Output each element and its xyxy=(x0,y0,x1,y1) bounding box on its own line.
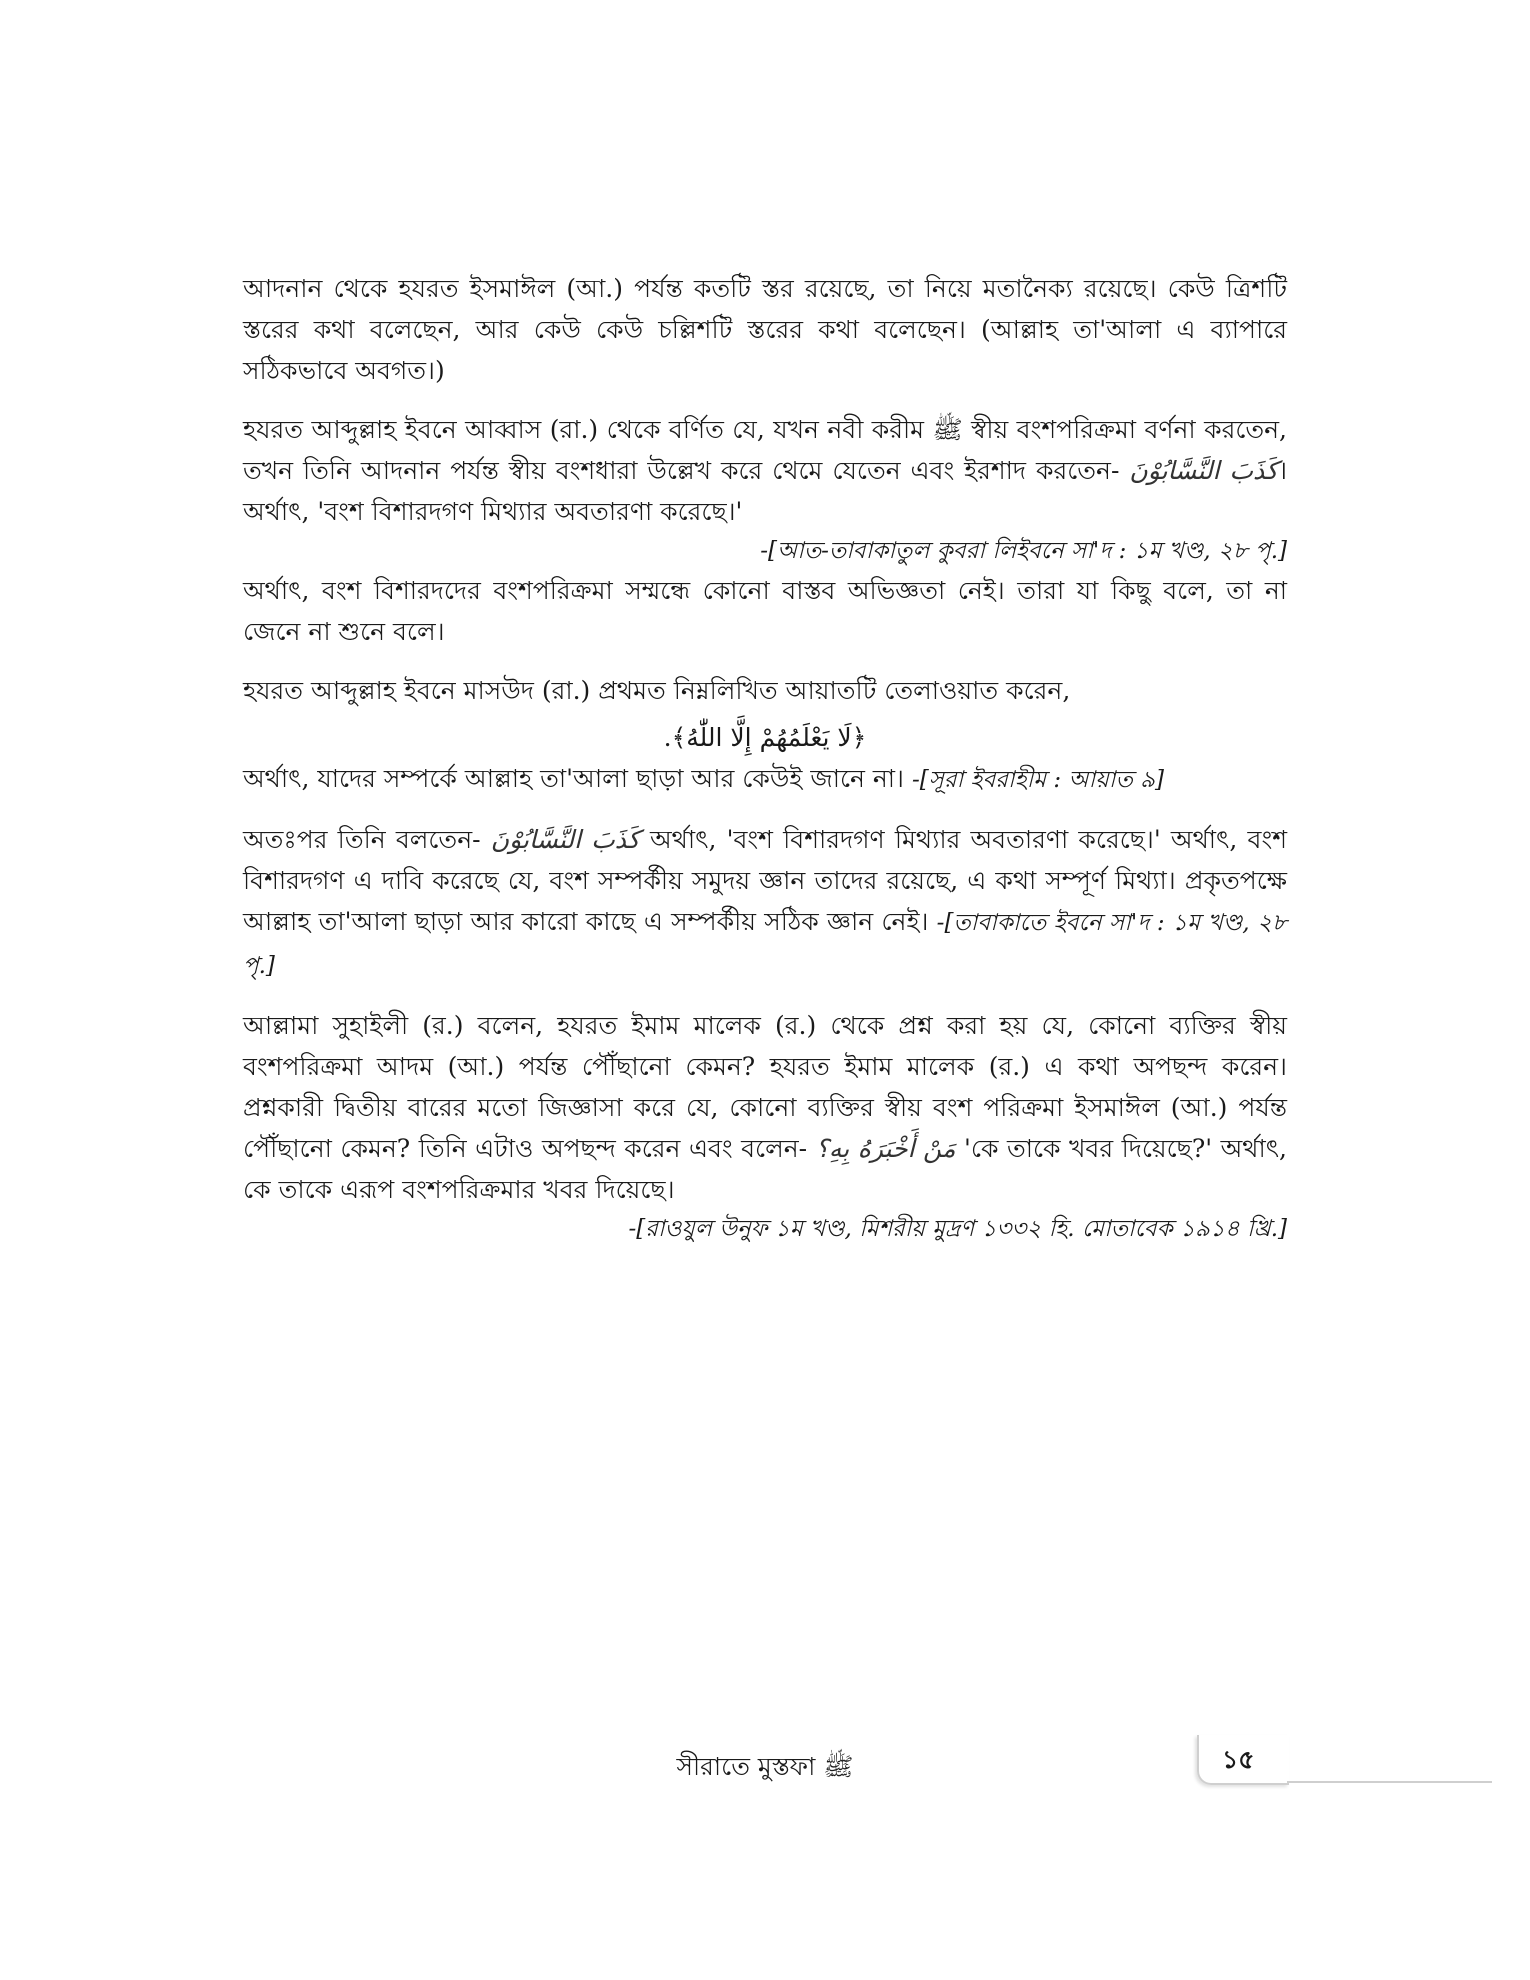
paragraph-6-citation: -[তাবাকাতে ইবনে সা'দ : ১ম খণ্ড, ২৮ পৃ.] xyxy=(243,910,1288,979)
paragraph-2-arabic: كَذَبَ النَّسَّابُوْنَ xyxy=(1129,456,1279,485)
paragraph-5-citation: -[সূরা ইবরাহীম : আয়াত ৯] xyxy=(911,767,1164,793)
footer-book-title: সীরাতে মুস্তফা ﷺ xyxy=(676,1752,854,1781)
paragraph-6 xyxy=(243,819,1287,987)
paragraph-2-text: হযরত আব্দুল্লাহ ইবনে আব্বাস (রা.) থেকে বর্ণিত যে, যখন নবী করীম ﷺ স্বীয় বংশপরিক্রমা বর্ণনা করতেন, তখন তিনি আদনান পর্যন্ত স্বীয় বংশধারা উল্লেখ করে থেমে যেতেন এবং ইরশাদ করতেন- xyxy=(243,415,1288,485)
paragraph-7 xyxy=(243,1005,1287,1210)
paragraph-6-arabic: كَذَبَ النَّسَّابُوْنَ xyxy=(490,825,640,854)
paragraph-1: আদনান থেকে হযরত ইসমাঈল (আ.) পর্যন্ত কতটি স্তর রয়েছে, তা নিয়ে মতানৈক্য রয়েছে। কেউ ত্রিশটি স্তরের কথা বলেছেন, আর কেউ কেউ চল্লিশটি স্তরের কথা বলেছেন। (আল্লাহ তা'আলা এ ব্যাপারে সঠিকভাবে অবগত।) xyxy=(243,274,1287,385)
footer-rule xyxy=(1287,1781,1492,1783)
page-body xyxy=(243,268,1287,1248)
paragraph-5 xyxy=(243,758,1287,801)
paragraph-7-body: 'কে তাকে খবর দিয়েছে?' অর্থাৎ, কে তাকে এরূপ বংশপরিক্রমার খবর দিয়েছে। xyxy=(243,1134,1287,1204)
paragraph-2-tail: । অর্থাৎ, 'বংশ বিশারদগণ মিথ্যার অবতারণা করেছে।' xyxy=(243,456,1288,526)
paragraph-7-lead: আল্লামা সুহাইলী (র.) বলেন, হযরত ইমাম মালেক (র.) থেকে প্রশ্ন করা হয় যে, কোনো ব্যক্তির স্বীয় বংশপরিক্রমা আদম (আ.) পর্যন্ত পৌঁছানো কেমন? হযরত ইমাম মালেক (র.) এ কথা অপছন্দ করেন। প্রশ্নকারী দ্বিতীয় বারের মতো জিজ্ঞাসা করে যে, কোনো ব্যক্তির স্বীয় বংশ পরিক্রমা ইসমাঈল (আ.) পর্যন্ত পৌঁছানো কেমন? তিনি এটাও অপছন্দ করেন এবং বলেন- xyxy=(243,1011,1287,1163)
paragraph-2 xyxy=(243,409,1287,532)
paragraph-7-arabic: مَنْ أَخْبَرَهُ بِهِ؟ xyxy=(815,1134,956,1163)
paragraph-6-body: অর্থাৎ, 'বংশ বিশারদগণ মিথ্যার অবতারণা করেছে।' অর্থাৎ, বংশ বিশারদগণ এ দাবি করেছে যে, বংশ সম্পর্কীয় সমুদয় জ্ঞান তাদের রয়েছে, এ কথা সম্পূর্ণ মিথ্যা। প্রকৃতপক্ষে আল্লাহ তা'আলা ছাড়া আর কারো কাছে এ সম্পর্কীয় সঠিক জ্ঞান নেই। xyxy=(243,825,1287,936)
paragraph-4: হযরত আব্দুল্লাহ ইবনে মাসউদ (রা.) প্রথমত নিম্নলিখিত আয়াতটি তেলাওয়াত করেন, xyxy=(243,676,1071,705)
paragraph-6-lead: অতঃপর তিনি বলতেন- xyxy=(243,825,481,854)
quran-verse: ﴿لَا يَعْلَمُهُمْ إِلَّا اللّٰهُ﴾. xyxy=(663,723,867,752)
reference-2: -[রাওযুল উনুফ ১ম খণ্ড, মিশরীয় মুদ্রণ ১৩৩২ হি. মোতাবেক ১৯১৪ খ্রি.] xyxy=(628,1216,1287,1242)
paragraph-3: অর্থাৎ, বংশ বিশারদদের বংশপরিক্রমা সম্মন্ধে কোনো বাস্তব অভিজ্ঞতা নেই। তারা যা কিছু বলে, তা না জেনে না শুনে বলে। xyxy=(243,576,1287,646)
reference-1: -[আত-তাবাকাতুল কুবরা লিইবনে সা'দ : ১ম খণ্ড, ২৮ পৃ.] xyxy=(760,538,1287,564)
page-number: ১৫ xyxy=(1222,1745,1255,1774)
paragraph-5-text: অর্থাৎ, যাদের সম্পর্কে আল্লাহ তা'আলা ছাড়া আর কেউই জানে না। xyxy=(243,764,904,793)
